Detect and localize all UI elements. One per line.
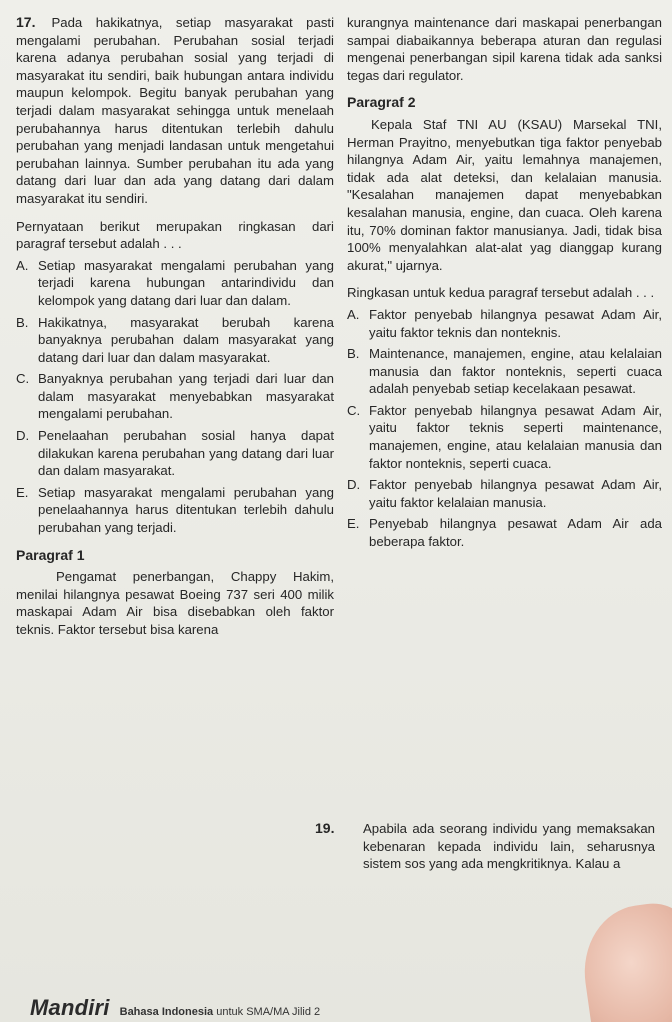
question-number: 17. (16, 14, 36, 30)
option-text: Setiap masyarakat mengalami perubahan yang penelaahannya harus ditentukan terlebih dahulu perubahan yang terjadi. (38, 484, 334, 536)
option-d[interactable] (347, 476, 662, 511)
option-d[interactable] (16, 427, 334, 480)
option-label: C. (16, 371, 30, 387)
option-text: Faktor penyebab hilangnya pesawat Adam Air, yaitu faktor teknis seperti maintenance, manajemen, engine, atau kelalaian manusia dan faktor nonteknis, seperti cuaca. (369, 402, 662, 471)
option-text: Maintenance, manajemen, engine, atau kelalaian manusia dan faktor nonteknis, seperti cuaca adalah penyebab setiap kecelakaan pesawat. (369, 346, 662, 397)
option-a[interactable] (16, 257, 334, 310)
option-label: D. (347, 477, 361, 493)
option-c[interactable] (16, 370, 334, 423)
right-column (347, 14, 662, 551)
question-text: Apabila ada seorang individu yang memaksakan kebenaran kepada individu lain, seharusnya sistem sos yang ada mengkritiknya. Kalau a (363, 821, 655, 872)
option-text: Banyaknya perubahan yang terjadi dari luar dan dalam masyarakat menyebabkan masyarakat mengalami perubahan. (38, 371, 334, 422)
question-prompt: Ringkasan untuk kedua paragraf tersebut adalah . . . (347, 285, 655, 301)
book-brand: Mandiri (30, 995, 110, 1020)
option-label: B. (16, 314, 29, 330)
option-b[interactable] (16, 314, 334, 367)
option-label: A. (16, 257, 29, 273)
question-prompt: Pernyataan berikut merupakan ringkasan dari paragraf tersebut adalah . . . (16, 218, 334, 252)
option-label: E. (16, 484, 29, 500)
option-text: Faktor penyebab hilangnya pesawat Adam Air, yaitu faktor teknis dan nonteknis. (369, 306, 662, 340)
book-series: untuk SMA/MA Jilid 2 (216, 1006, 321, 1018)
question-17 (16, 14, 334, 208)
option-e[interactable] (347, 515, 662, 550)
option-c[interactable] (347, 402, 662, 472)
book-subtitle (120, 1006, 321, 1018)
question-number: 19. (315, 820, 335, 836)
paragraph-1-title: Paragraf 1 (16, 546, 85, 563)
passage-continuation: kurangnya maintenance dari maskapai penerbangan sampai diabaikannya beberapa aturan dan regulasi mengenai penerbangan sipil karena tidak ada sanksi tegas dari regulator. (347, 15, 662, 83)
paragraph-1-text: Pengamat penerbangan, Chappy Hakim, menilai hilangnya pesawat Boeing 737 seri 400 milik maskapai Adam Air bisa disebabkan oleh faktor teknis. Faktor tersebut bisa karena (16, 569, 334, 637)
option-label: E. (347, 516, 360, 532)
option-text: Penelaahan perubahan sosial hanya dapat dilakukan karena perubahan yang datang dari luar dan dalam masyarakat. (38, 428, 334, 479)
page-footer (30, 995, 670, 1021)
option-b[interactable] (347, 345, 662, 398)
question-19 (315, 820, 655, 873)
question-passage: Pada hakikatnya, setiap masyarakat pasti mengalami perubahan. Perubahan sosial terjadi karena adanya perubahan sosial yang terjadi di masyarakat itu sendiri, baik hubungan antara individu maupun kelompok. Begitu banyak perubahan yang terjadi dalam masyarakat sehingga untuk menelaah perubahannya harus ditentukan terlebih dahulu perubahan yang menjadi landasan untuk mengetahui perubahan lainnya. Sumber perubahan itu ada yang datang dari luar dan ada yang datang dari dalam masyarakat itu sendiri. (16, 15, 335, 206)
answer-options (16, 257, 334, 537)
option-label: D. (16, 428, 30, 444)
option-text: Penyebab hilangnya pesawat Adam Air ada beberapa faktor. (369, 516, 662, 550)
option-e[interactable] (16, 484, 334, 537)
option-label: C. (347, 402, 361, 418)
option-text: Hakikatnya, masyarakat berubah karena banyaknya perubahan dalam masyarakat yang datang dari luar dan dalam masyarakat. (38, 314, 334, 365)
answer-options (347, 306, 662, 551)
option-label: B. (347, 346, 360, 362)
paragraph-2-title: Paragraf 2 (347, 94, 416, 111)
option-text: Faktor penyebab hilangnya pesawat Adam Air, yaitu faktor kelalaian manusia. (369, 477, 662, 510)
book-subject: Bahasa Indonesia (119, 1006, 214, 1018)
option-text: Setiap masyarakat mengalami perubahan yang terjadi karena hubungan antarindividu dan kelompok yang datang dari luar dan dalam. (38, 257, 334, 308)
paragraph-2-text: Kepala Staf TNI AU (KSAU) Marsekal TNI, Herman Prayitno, menyebutkan tiga faktor penyebab hilangnya Adam Air, yaitu lemahnya manajemen, tidak ada alat deteksi, dan kelalaian manusia. "Kesalahan manajemen dapat menyebabkan kesalahan manusia, engine, dan cuaca. Oleh karena itu, 70% dominan faktor manusianya. Jadi, tidak bisa 100% menyalahkan alat-alat yag dianggap kurang akurat," ujarnya. (347, 116, 662, 273)
left-column (16, 14, 334, 639)
option-label: A. (347, 306, 360, 322)
option-a[interactable] (347, 306, 662, 341)
